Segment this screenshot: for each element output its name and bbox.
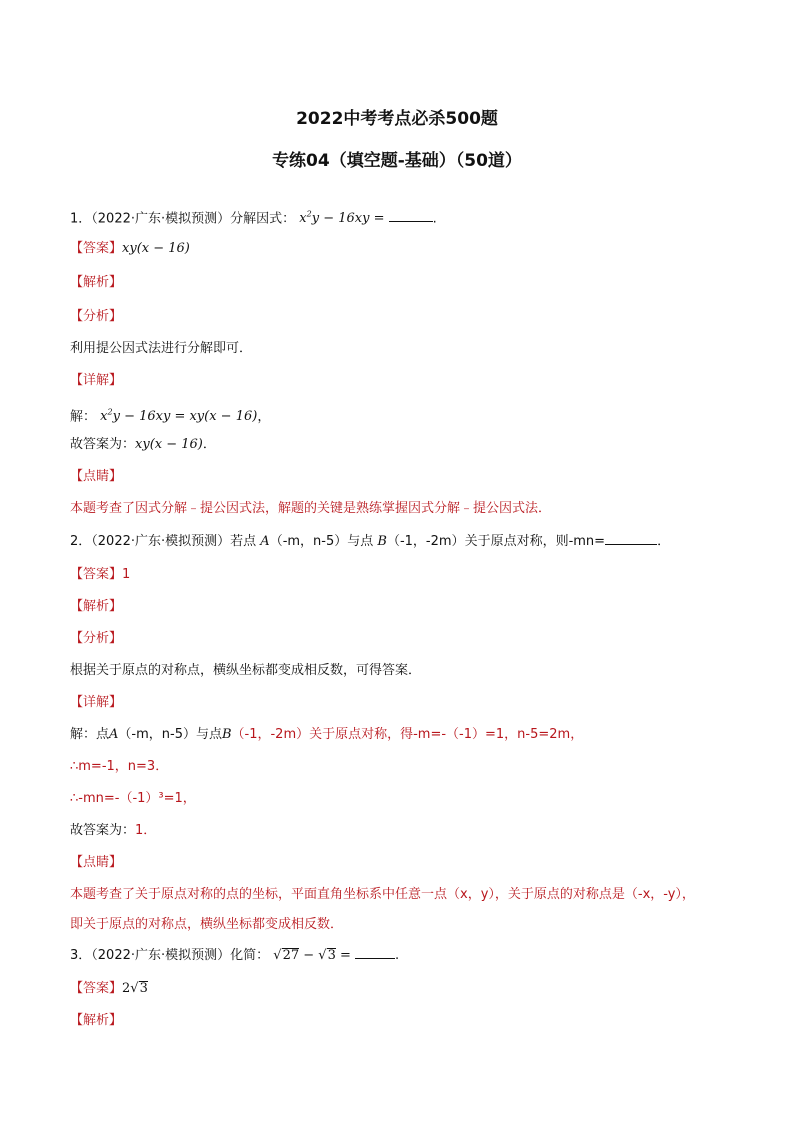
answer-value: 1 — [122, 567, 131, 582]
detail-tag: 【详解】 — [70, 373, 123, 388]
analysis-tag: 【解析】 — [70, 1013, 123, 1028]
answer-value: 2√3 — [122, 981, 148, 996]
comment-text: 本题考查了因式分解﹣提公因式法，解题的关键是熟练掌握因式分解﹣提公因式法． — [70, 501, 552, 516]
question-number: 1． — [70, 211, 92, 227]
answer-value: xy(x − 16) — [122, 241, 190, 256]
answer-line: 【答案】1 — [70, 567, 131, 582]
comment-text-1: 本题考查了关于原点对称的点的坐标，平面直角坐标系中任意一点（x，y），关于原点的对称点是（-x，-y）， — [70, 887, 695, 902]
comment-tag: 【点睛】 — [70, 469, 123, 484]
answer-tag: 【答案】 — [70, 241, 123, 256]
detail-line-2: 故答案为：xy(x − 16)． — [70, 437, 216, 452]
comment-text-2: 即关于原点的对称点，横纵坐标都变成相反数． — [70, 917, 344, 932]
detail-expression: $x^2y - 16xy = xy(x - 16)$ — [100, 408, 258, 425]
fenxi-tag: 【分析】 — [70, 309, 123, 324]
answer-blank — [605, 532, 657, 545]
detail-line-3: ∴-mn=-（-1）³=1， — [70, 791, 196, 806]
detail-line-2: ∴m=-1，n=3． — [70, 759, 169, 774]
answer-blank — [389, 209, 433, 222]
fenxi-text: 利用提公因式法进行分解即可． — [70, 341, 253, 356]
analysis-tag: 【解析】 — [70, 599, 123, 614]
fenxi-text: 根据关于原点的对称点，横纵坐标都变成相反数，可得答案． — [70, 663, 422, 678]
question-expression: $x^2y - 16xy$ = — [299, 210, 385, 227]
question-end: . — [432, 211, 437, 227]
answer-line: 【答案】2√3 — [70, 981, 148, 996]
comment-tag: 【点睛】 — [70, 855, 123, 870]
detail-line-1: 解：点A（-m，n-5）与点B（-1，-2m）关于原点对称，得-m=-（-1）=1，n-5=2m， — [70, 727, 584, 742]
analysis-tag: 【解析】 — [70, 275, 123, 290]
question-prompt: 分解因式： — [230, 211, 296, 227]
detail-tag: 【详解】 — [70, 695, 123, 710]
detail-line-1: 解： $x^2y - 16xy = xy(x - 16)$， — [70, 408, 271, 425]
question-2-stem: 2．（2022·广东·模拟预测）若点 A（-m，n-5）与点 B（-1，-2m）关于原点对称，则-mn= ． — [70, 534, 671, 549]
question-1-stem — [70, 206, 437, 228]
answer-line — [70, 240, 190, 258]
fenxi-tag: 【分析】 — [70, 631, 123, 646]
question-source: （2022·广东·模拟预测） — [91, 211, 231, 227]
detail-line-4: 故答案为：1． — [70, 823, 157, 838]
page-title: 2022中考考点必杀500题 — [296, 109, 498, 129]
answer-blank — [355, 946, 395, 959]
question-3-stem: 3．（2022·广东·模拟预测）化简： √27 − √3 = . — [70, 948, 400, 963]
question-expression: √27 − √3 = — [273, 948, 351, 963]
page-subtitle: 专练04（填空题-基础）（50道） — [272, 151, 522, 171]
